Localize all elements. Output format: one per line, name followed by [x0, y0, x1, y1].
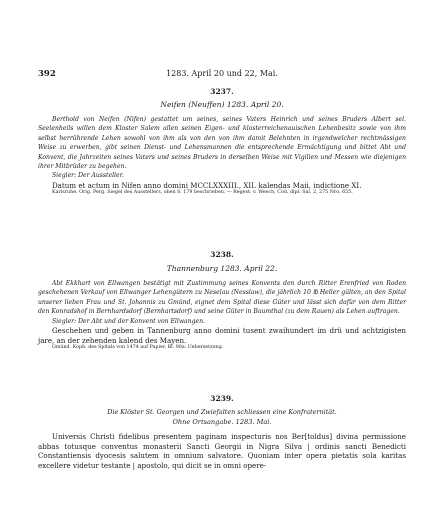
- document-source: Karlsruhe. Orig. Perg. Siegel des Ausstellers, oben S. 179 beschrieben. — Regest: v. Weech, Cod. dipl. Sal. 2, 275 Nro. 655.: [52, 190, 353, 196]
- document-text: Universis Christi fidelibus presentem paginam inspecturis nos Ber[toldus] divina permissione abbas totusque conventus monasterii Sancti Georgii in Nigra Silva | ordinis sancti Benedicti Constantiensis dyocesis salutem in omnium salvatore. Quoniam inter opera pietatis sola karitas excellere videtur testante | apostolo, qui dicit se in omni opere-: [38, 432, 406, 470]
- running-title: 1283. April 20 und 22, Mai.: [166, 69, 278, 78]
- document-sealer: Siegler: Der Abt und der Konvent von Ellwangen.: [52, 317, 205, 325]
- document-3237: [38, 87, 406, 197]
- document-summary: Berthold von Neifen (Nifen) gestattet um seines, seines Vaters Heinrich und seines Bruders Albert sel. Seelenheils willen dem Kloster Salem allen seinen Eigen- und klosterreichenauischen Lehenbesitz sowie von ihm selbst herrührende Lehen sowohl von ihm als von den von ihm damit Belehnten in irgendwelcher rechtmässigen Weise zu erwerben, gibt seinen Dienst- und Lehensmannen die entsprechende Ermächtigung und bittet Abt und Konvent, die Jahrzeiten seines Vaters und seines Bruders in derselben Weise mit Vigilien und Messen wie diejenigen ihrer Mitbrüder zu begehen.: [38, 116, 406, 171]
- document-summary: Abt Ekkhart von Ellwangen bestätigt mit Zustimmung seines Konvents den durch Ritter Erenfried von Roden geschehenen Verkauf von Ellwanger Lehengütern zu Neselau (Nesslaw), die jährlich 10 ℔ Heller gülten, an den Spital unserer lieben Frau und St. Johannis zu Gmünd, eignet dem Spital diese Güter und lässt sich dafür von dem Ritter den Konradshof in Bernhardsdorf (Bernhartsdorf) und seine Güter in Baumthal (zu dem Rauen) als Lehen auftragen.: [38, 280, 406, 316]
- document-number: 3237.: [210, 87, 234, 96]
- document-number: 3239.: [210, 394, 234, 403]
- document-source: Gmünd. Kopb. des Spitals von 1474 auf Papier, Bl. 90a. Uebersetzung.: [52, 345, 224, 351]
- document-sealer: Siegler: Der Aussteller.: [52, 172, 124, 180]
- document-place-date: Thannenburg 1283. April 22.: [166, 264, 278, 273]
- document-place-date: Neifen (Neuffen) 1283. April 20.: [160, 100, 284, 109]
- page-number: 392: [38, 69, 56, 79]
- page-header: [38, 69, 406, 81]
- document-summary-title: Die Klöster St. Georgen und Zwiefalten schliessen eine Konfraternität.: [107, 408, 337, 416]
- document-3239: [38, 394, 406, 470]
- document-3238: [38, 250, 406, 352]
- document-datum: Datum et actum in Nifen anno domini MCCLXXXIII., XII. kalendas Maii, indictione XI.: [52, 180, 362, 190]
- document-number: 3238.: [210, 250, 234, 259]
- document-datum: Geschehen und geben in Tannenburg anno domini tusent zwaihundert im drü und achtzigisten jare, an der zehenden kalend des Mayen.: [38, 326, 406, 345]
- document-place-date: Ohne Ortsangabe. 1283. Mai.: [172, 418, 272, 426]
